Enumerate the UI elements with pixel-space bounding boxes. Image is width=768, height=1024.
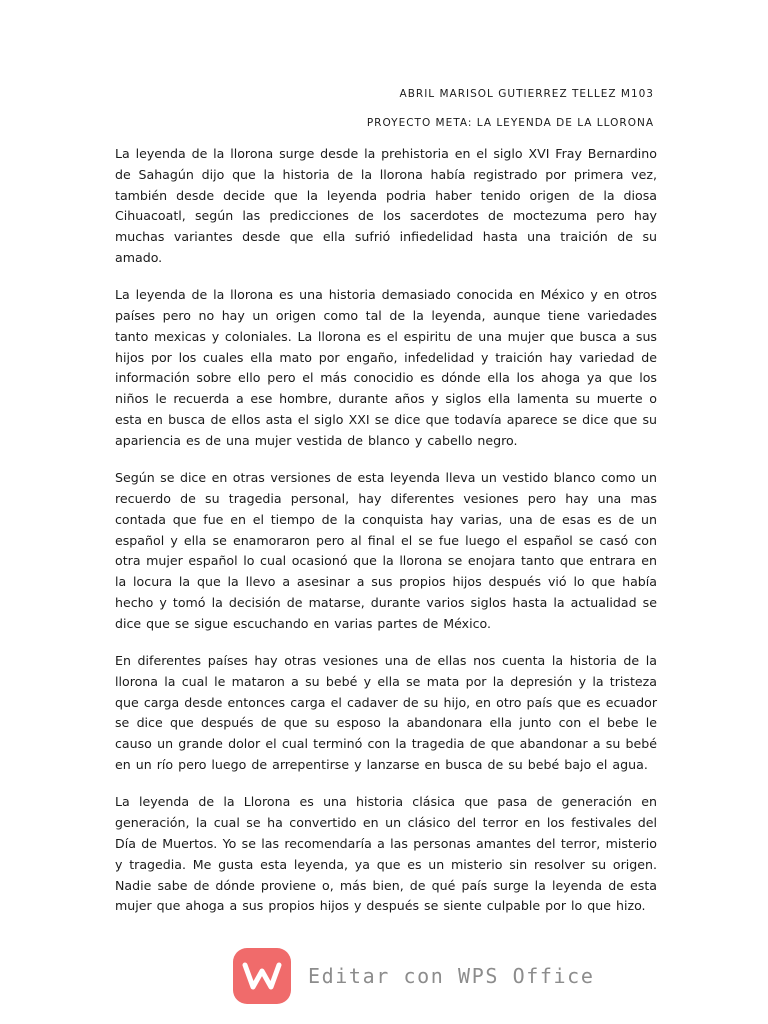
paragraph-1: La leyenda de la llorona surge desde la prehistoria en el siglo XVI Fray Bernardino de Sahagún dijo que la historia de la llorona había registrado por primera vez, también desde decide que la leyenda podria haber tenido origen de la diosa Cihuacoatl, según las predicciones de los sacerdotes de moctezuma pero hay muchas variantes desde que ella sufrió infiedelidad hasta una traición de su amado.: [115, 146, 657, 265]
wps-edit-banner[interactable]: [233, 948, 594, 1004]
project-title: PROYECTO META: LA LEYENDA DE LA LLORONA: [366, 117, 654, 129]
wps-logo-icon[interactable]: [233, 948, 291, 1004]
paragraph-5: La leyenda de la Llorona es una historia clásica que pasa de generación en generación, la cual se ha convertido en un clásico del terror en los festivales del Día de Muertos. Yo se las recomendaría a las personas amantes del terror, misterio y tragedia. Me gusta esta leyenda, ya que es un misterio sin resolver su origen. Nadie sabe de dónde proviene o, más bien, de qué país surge la leyenda de esta mujer que ahoga a sus propios hijos y después se siente culpable por lo que hizo.: [115, 794, 657, 914]
paragraph-2: La leyenda de la llorona es una historia demasiado conocida en México y en otros países pero no hay un origen como tal de la leyenda, aunque tiene variedades tanto mexicas y coloniales. La llorona es el espiritu de una mujer que busca a sus hijos por los cuales ella mato por engaño, infedelidad y traición hay variedad de información sobre ello pero el más conocidio es dónde ella los ahoga ya que los niños le recuerda a ese hombre, durante años y siglos ella lamenta su muerte o esta en busca de ellos asta el siglo XXI se dice que todavía aparece se dice que su apariencia es de una mujer vestida de blanco y cabello negro.: [115, 287, 657, 448]
author-line: ABRIL MARISOL GUTIERREZ TELLEZ M103: [399, 88, 654, 100]
document-body: [115, 144, 657, 934]
wps-edit-label[interactable]: Editar con WPS Office: [308, 964, 595, 988]
paragraph-4: En diferentes países hay otras vesiones una de ellas nos cuenta la historia de la llorona la cual le mataron a su bebé y ella se mata por la depresión y la tristeza que carga desde entonces carga el cadaver de su hijo, en otro país que es ecuador se dice que después de que su esposo la abandonara ella junto con el bebe le causo un grande dolor el cual terminó con la tragedia de que abandonar a su bebé en un río pero luego de arrepentirse y lanzarse en busca de su bebé bajo el agua.: [115, 653, 657, 773]
paragraph-3: Según se dice en otras versiones de esta leyenda lleva un vestido blanco como un recuerdo de su tragedia personal, hay diferentes vesiones pero hay una mas contada que fue en el tiempo de la conquista hay varias, una de esas es de un español y ella se enamoraron pero al final el se fue luego el español se casó con otra mujer español lo cual ocasionó que la llorona se enojara tanto que entrara en la locura la que la llevo a asesinar a sus propios hijos después vió lo que había hecho y tomó la decisión de matarse, durante varios siglos hasta la actualidad se dice que se sigue escuchando en varias partes de México.: [115, 470, 657, 631]
